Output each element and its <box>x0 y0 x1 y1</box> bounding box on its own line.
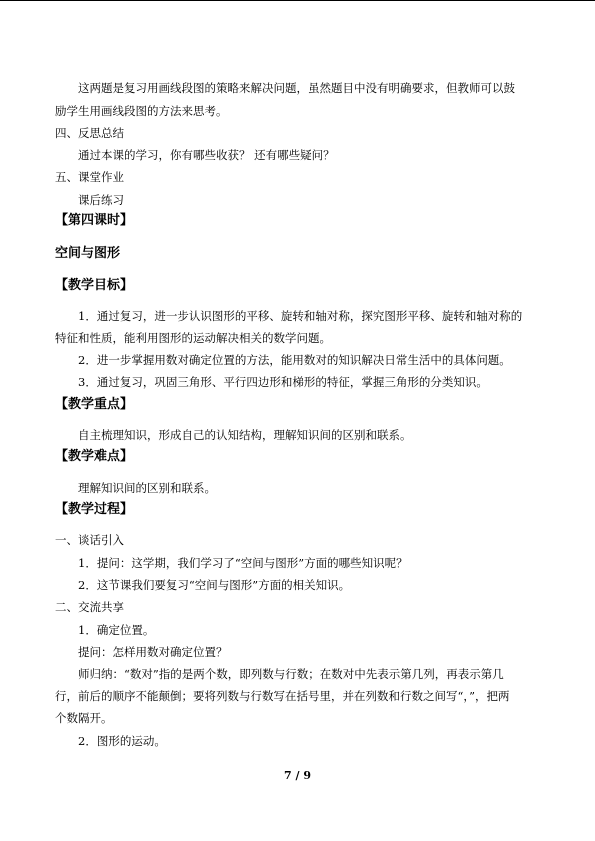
paragraph-line: 这两题是复习用画线段图的策略来解决问题，虽然题目中没有明确要求，但教师可以鼓 <box>78 81 515 95</box>
section-title: 二、交流共享 <box>55 600 124 614</box>
paragraph-line: 通过本课的学习，你有哪些收获？ 还有哪些疑问？ <box>78 148 335 162</box>
process-line: 2．这节课我们要复习“空间与图形”方面的相关知识。 <box>78 578 351 592</box>
key-text: 自主梳理知识，形成自己的认知结构，理解知识间的区别和联系。 <box>78 428 412 442</box>
process-line: 提问：怎样用数对确定位置？ <box>78 645 228 659</box>
process-line: 2．图形的运动。 <box>78 734 166 748</box>
section-title: 一、谈话引入 <box>55 533 124 547</box>
goal-line: 特征和性质，能利用图形的运动解决相关的数学问题。 <box>55 331 331 345</box>
page-number: 7 / 9 <box>284 769 311 782</box>
section-title: 五、课堂作业 <box>55 170 124 184</box>
process-line: 1．确定位置。 <box>78 623 155 637</box>
lesson-heading: 【第四课时】 <box>55 213 134 228</box>
goal-line: 2．进一步掌握用数对确定位置的方法，能用数对的知识解决日常生活中的具体问题。 <box>78 353 511 367</box>
key-heading: 【教学重点】 <box>55 397 134 412</box>
topic-heading: 空间与图形 <box>55 246 121 261</box>
process-line: 个数隔开。 <box>55 711 113 725</box>
process-line: 行，前后的顺序不能颠倒；要将列数与行数写在括号里，并在列数和行数之间写“，”，把两 <box>55 689 510 703</box>
section-title: 四、反思总结 <box>55 126 124 140</box>
process-line: 师归纳：“数对”指的是两个数，即列数与行数；在数对中先表示第几列，再表示第几 <box>78 667 504 681</box>
paragraph-line: 课后练习 <box>78 193 124 207</box>
goal-line: 3．通过复习，巩固三角形、平行四边形和梯形的特征，掌握三角形的分类知识。 <box>78 375 488 389</box>
goal-line: 1．通过复习，进一步认识图形的平移、旋转和轴对称，探究图形平移、旋转和轴对称的 <box>78 309 523 323</box>
process-heading: 【教学过程】 <box>55 502 134 517</box>
goals-heading: 【教学目标】 <box>55 278 134 293</box>
page-top-rule <box>0 0 595 1</box>
difficult-heading: 【教学难点】 <box>55 449 134 464</box>
difficult-text: 理解知识间的区别和联系。 <box>78 481 216 495</box>
process-line: 1．提问：这学期，我们学习了“空间与图形”方面的哪些知识呢？ <box>78 556 408 570</box>
paragraph-line: 励学生用画线段图的方法来思考。 <box>55 104 228 118</box>
